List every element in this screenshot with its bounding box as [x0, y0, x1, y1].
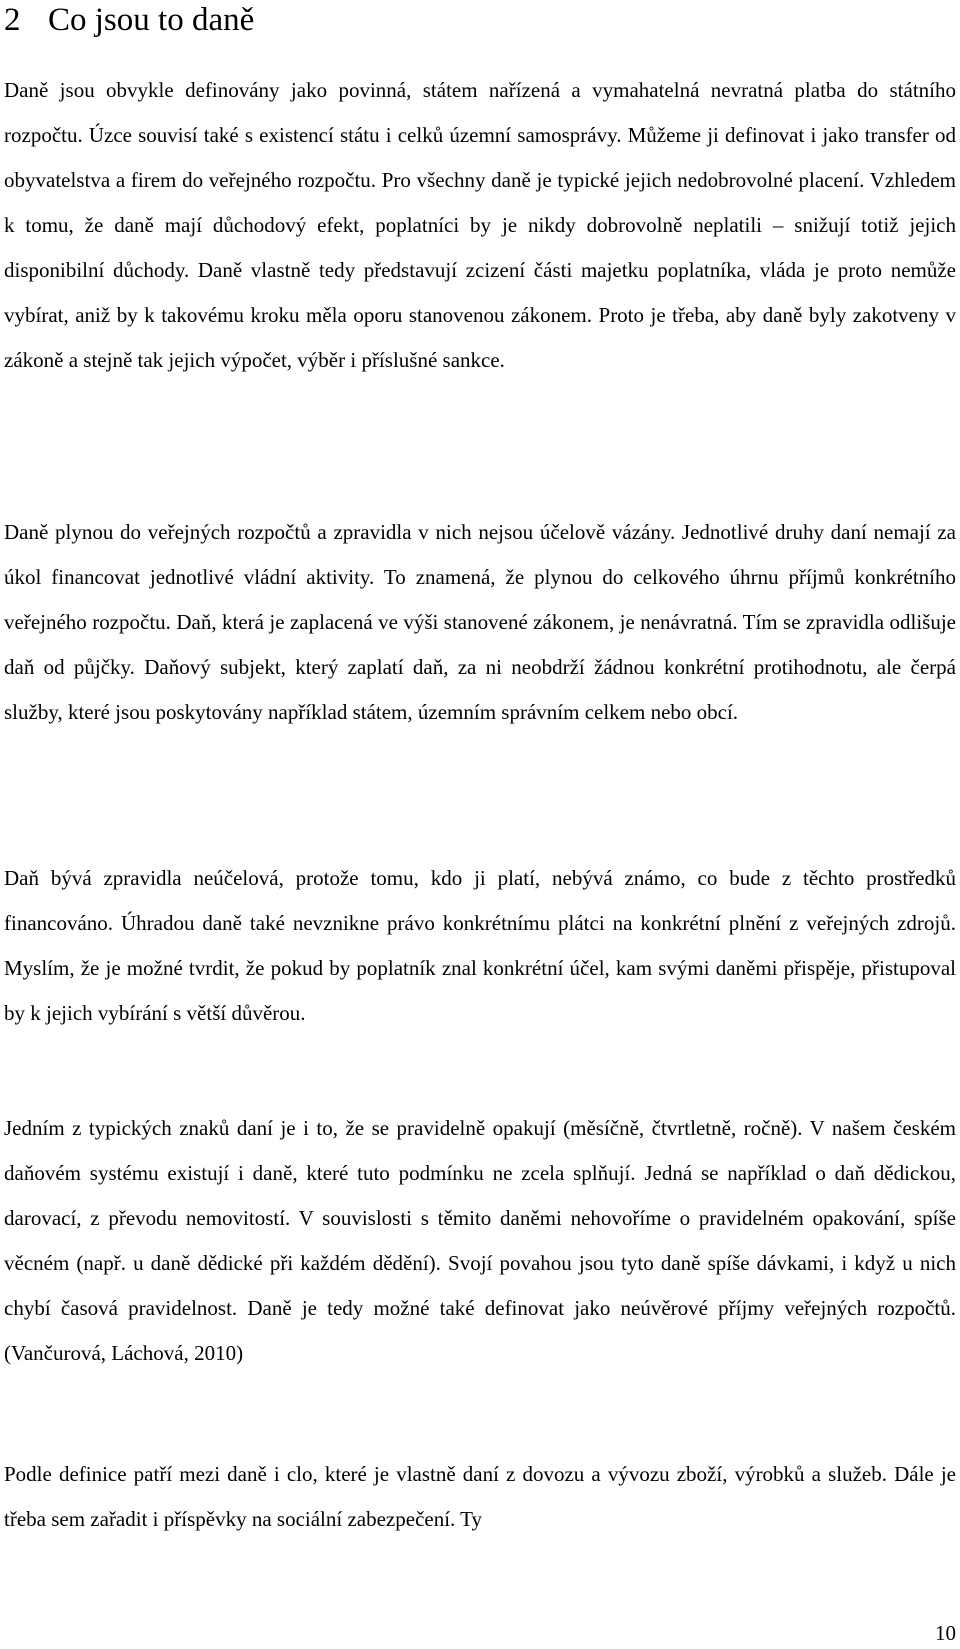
chapter-number: 2 [4, 2, 21, 38]
paragraph-definition: Daně jsou obvykle definovány jako povinná, státem nařízená a vymahatelná nevratná platba do státního rozpočtu. Úzce souvisí také s existencí státu i celků územní samosprávy. Můžeme ji definovat i jako transfer od obyvatelstva a firem do veřejného rozpočtu. Pro všechny daně je typické jejich nedobrovolné placení. Vzhledem k tomu, že daně mají důchodový efekt, poplatníci by je nikdy dobrovolně neplatili – snižují totiž jejich disponibilní důchody. Daně vlastně tedy představují zcizení části majetku poplatníka, vláda je proto nemůže vybírat, aniž by k takovému kroku měla oporu stanovenou zákonem. Proto je třeba, aby daně byly zakotveny v zákoně a stejně tak jejich výpočet, výběr i příslušné sankce. [4, 78, 956, 372]
paragraph-non-purpose: Daň bývá zpravidla neúčelová, protože tomu, kdo ji platí, nebývá známo, co bude z těchto prostředků financováno. Úhradou daně také nevznikne právo konkrétnímu plátci na konkrétní plnění z veřejných zdrojů. Myslím, že je možné tvrdit, že pokud by poplatník znal konkrétní účel, kam svými daněmi přispěje, přistupoval by k jejich vybírání s větší důvěrou. [4, 866, 956, 1025]
page-number: 10 [935, 1621, 956, 1645]
paragraph-customs: Podle definice patří mezi daně i clo, které je vlastně daní z dovozu a vývozu zboží, výrobků a služeb. Dále je třeba sem zařadit i příspěvky na sociální zabezpečení. Ty [4, 1462, 956, 1531]
paragraph-public-budgets: Daně plynou do veřejných rozpočtů a zpravidla v nich nejsou účelově vázány. Jednotlivé druhy daní nemají za úkol financovat jednotlivé vládní aktivity. To znamená, že plynou do celkového úhrnu příjmů konkrétního veřejného rozpočtu. Daň, která je zaplacená ve výši stanovené zákonem, je nenávratná. Tím se zpravidla odlišuje daň od půjčky. Daňový subjekt, který zaplatí daň, za ni neobdrží žádnou konkrétní protihodnotu, ale čerpá služby, které jsou poskytovány například státem, územním správním celkem nebo obcí. [4, 520, 956, 724]
chapter-heading [4, 0, 254, 40]
paragraph-regularity: Jedním z typických znaků daní je i to, že se pravidelně opakují (měsíčně, čtvrtletně, ročně). V našem českém daňovém systému existují i daně, které tuto podmínku ne zcela splňují. Jedná se například o daň dědickou, darovací, z převodu nemovitostí. V souvislosti s těmito daněmi nehovoříme o pravidelném opakování, spíše věcném (např. u daně dědické při každém dědění). Svojí povahou jsou tyto daně spíše dávkami, i když u nich chybí časová pravidelnost. Daně je tedy možné také definovat jako neúvěrové příjmy veřejných rozpočtů. (Vančurová, Láchová, 2010) [4, 1116, 956, 1365]
chapter-title: Co jsou to daně [48, 2, 255, 38]
